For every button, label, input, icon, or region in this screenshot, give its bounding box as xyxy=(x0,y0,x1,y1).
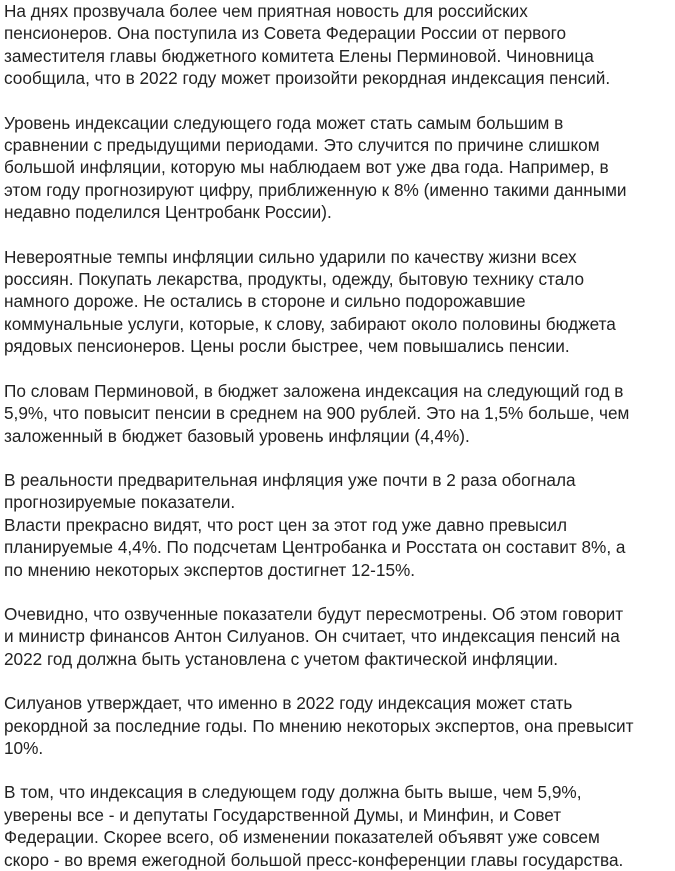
article-paragraph-3: Невероятные темпы инфляции сильно ударили по качеству жизни всех россиян. Покупать лекарства, продукты, одежду, бытовую технику стало намного дороже. Не остались в стороне и сильно подорожавшие коммунальные услуги, которые, к слову, забирают около половины бюджета рядовых пенсионеров. Цены росли быстрее, чем повышались пенсии. xyxy=(4,246,616,357)
article-paragraph-5: В реальности предварительная инфляция уже почти в 2 раза обогнала прогнозируемые показатели. Власти прекрасно видят, что рост цен за этот год уже давно превысил планируемые 4,4%. По подсчетам Центробанка и Росстата он составит 8%, а по мнению некоторых экспертов достигнет 12-15%. xyxy=(4,469,626,580)
article-paragraph-8: В том, что индексация в следующем году должна быть выше, чем 5,9%, уверены все - и депутаты Государственной Думы, и Минфин, и Совет Федерации. Скорее всего, об изменении показателей объявят уже совсем скоро - во время ежегодной большой пресс-конференции главы государства. xyxy=(4,782,624,870)
article-paragraph-7: Силуанов утверждает, что именно в 2022 году индексация может стать рекордной за последние годы. По мнению некоторых экспертов, она превысит 10%. xyxy=(4,693,634,758)
article-paragraph-2: Уровень индексации следующего года может стать самым большим в сравнении с предыдущими периодами. Это случится по причине слишком большой инфляции, которую мы наблюдаем вот уже два года. Например, в этом году прогнозируют цифру, приближенную к 8% (именно такими данными недавно поделился Центробанк России). xyxy=(4,112,627,223)
article-paragraph-1: На днях прозвучала более чем приятная новость для российских пенсионеров. Она поступила из Совета Федерации России от первого заместителя главы бюджетного комитета Елены Перминовой. Чиновница сообщила, что в 2022 году может произойти рекордная индексация пенсий. xyxy=(4,1,611,89)
article-paragraph-4: По словам Перминовой, в бюджет заложена индексация на следующий год в 5,9%, что повысит пенсии в среднем на 900 рублей. Это на 1,5% больше, чем заложенный в бюджет базовый уровень инфляции (4,4%). xyxy=(4,380,630,446)
article-paragraph-6: Очевидно, что озвученные показатели будут пересмотрены. Об этом говорит и министр финансов Антон Силуанов. Он считает, что индексация пенсий на 2022 год должна быть установлена с учетом фактической инфляции. xyxy=(4,603,624,669)
